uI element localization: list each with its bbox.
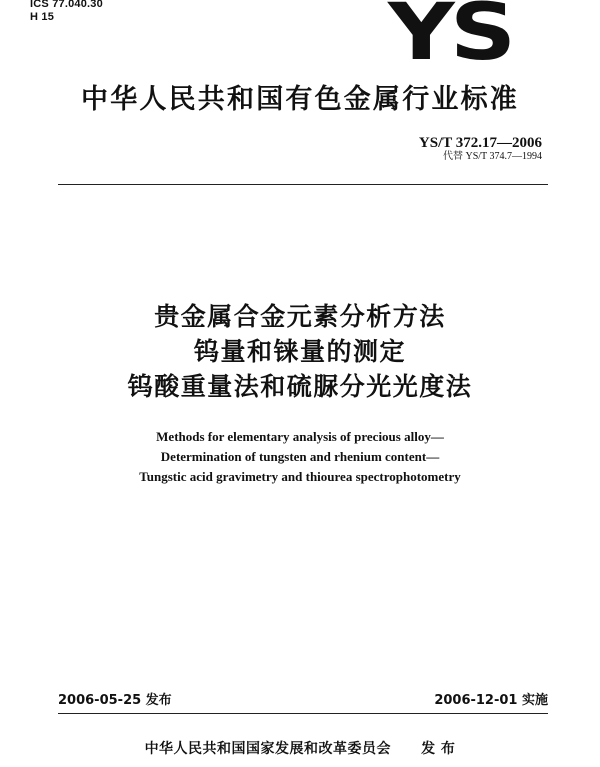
en-title-line-3: Tungstic acid gravimetry and thiourea spectrophotometry bbox=[139, 469, 461, 484]
ics-code: ICS 77.040.30 bbox=[30, 0, 103, 10]
issuer-name: 中华人民共和国国家发展和改革委员会 bbox=[144, 741, 392, 757]
standard-number: YS/T 372.17—2006 bbox=[418, 135, 542, 151]
issue-date: 2006-05-25 发布 bbox=[58, 693, 172, 708]
footer-divider bbox=[58, 713, 548, 714]
en-title-line-1: Methods for elementary analysis of precious alloy— bbox=[156, 429, 444, 444]
issuing-authority bbox=[0, 740, 600, 758]
industry-standard-title: 中华人民共和国有色金属行业标准 bbox=[81, 84, 519, 115]
cn-title-line-3: 钨酸重量法和硫脲分光光度法 bbox=[127, 372, 473, 401]
implementation-date: 2006-12-01 实施 bbox=[434, 693, 548, 708]
replaces-standard: 代替 YS/T 374.7—1994 bbox=[443, 151, 542, 162]
cn-title-line-1: 贵金属合金元素分析方法 bbox=[154, 302, 446, 331]
issuer-action: 发 布 bbox=[421, 741, 456, 757]
classification-code: H 15 bbox=[30, 11, 55, 23]
cn-title-line-2: 钨量和铼量的测定 bbox=[193, 337, 406, 366]
en-title-line-2: Determination of tungsten and rhenium content— bbox=[160, 449, 440, 464]
ys-logo: YS bbox=[388, 0, 512, 78]
header-divider bbox=[58, 184, 548, 185]
